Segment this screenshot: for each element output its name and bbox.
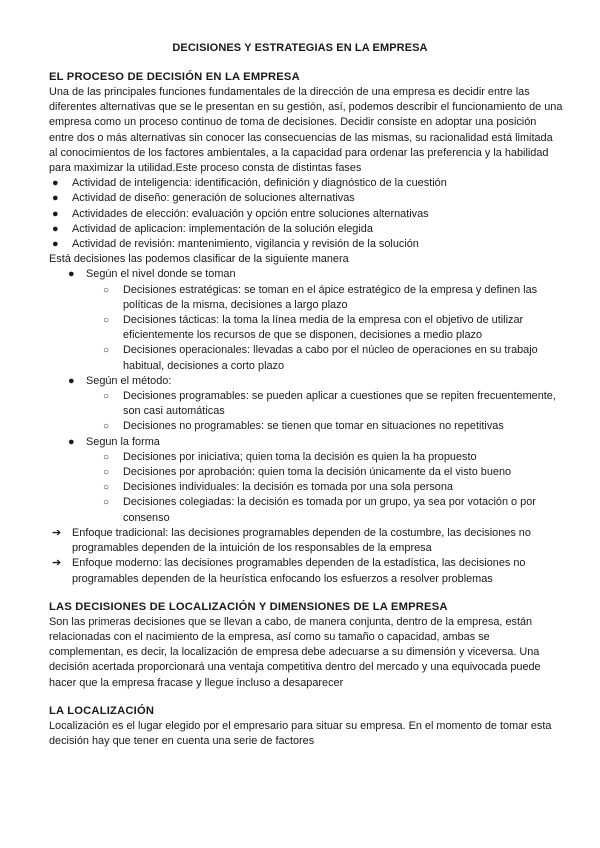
circle-bullet-icon: ○	[103, 451, 110, 463]
list-item-decision-type: ○ Decisiones tácticas: la toma la línea media de la empresa con el objetivo de utilizar eficientemente los recursos de que se disponen, decisiones a medio plazo	[103, 314, 524, 342]
classification-group-level: ● Según el nivel donde se toman	[49, 267, 563, 282]
paragraph-location: Localización es el lugar elegido por el empresario para situar su empresa. En el momento de tomar esta decisión hay que tener en cuenta una serie de factores	[49, 719, 552, 747]
bullet-icon: ●	[68, 374, 75, 387]
section-heading-location: LA LOCALIZACIÓN	[49, 704, 155, 717]
circle-bullet-icon: ○	[103, 284, 110, 296]
spacer	[49, 587, 563, 600]
circle-bullet-icon: ○	[103, 345, 110, 357]
list-item-phase: ● Actividad de inteligencia: identificación, definición y diagnóstico de la cuestión	[49, 176, 563, 191]
classification-group-method: ● Según el método:	[49, 374, 563, 389]
arrow-right-icon: ➔	[52, 526, 62, 539]
approaches-list	[49, 526, 563, 587]
list-item-phase: ● Actividades de elección: evaluación y opción entre soluciones alternativas	[49, 207, 563, 222]
document-content	[49, 70, 563, 749]
bullet-icon: ●	[52, 192, 59, 205]
list-item-decision-type: ○ Decisiones operacionales: llevadas a cabo por el núcleo de operaciones en su trabajo habitual, decisiones a corto plazo	[103, 344, 538, 372]
classification-list	[49, 267, 563, 525]
document-title: DECISIONES Y ESTRATEGIAS EN LA EMPRESA	[172, 42, 428, 54]
circle-bullet-icon: ○	[103, 467, 110, 479]
arrow-right-icon: ➔	[52, 557, 62, 570]
section-heading-location-dimension: LAS DECISIONES DE LOCALIZACIÓN Y DIMENSIONES DE LA EMPRESA	[49, 600, 448, 613]
circle-bullet-icon: ○	[103, 315, 110, 327]
bullet-icon: ●	[68, 268, 75, 281]
bullet-icon: ●	[68, 435, 75, 448]
bullet-icon: ●	[52, 177, 59, 190]
list-item-decision-type: ○ Decisiones por aprobación: quien toma la decisión únicamente da el visto bueno	[49, 465, 563, 480]
spacer	[49, 691, 563, 704]
list-item-decision-type: ○ Decisiones colegiadas: la decisión es tomada por un grupo, ya sea por votación o por consenso	[103, 496, 536, 524]
list-item-decision-type: ○ Decisiones programables: se pueden aplicar a cuestiones que se repiten frecuentemente, son casi automáticas	[103, 390, 556, 418]
list-item-phase: ● Actividad de aplicacion: implementación de la solución elegida	[49, 222, 563, 237]
bullet-icon: ●	[52, 238, 59, 251]
list-item-decision-type: ○ Decisiones individuales: la decisión es tomada por una sola persona	[49, 480, 563, 495]
bullet-icon: ●	[52, 207, 59, 220]
circle-bullet-icon: ○	[103, 421, 110, 433]
circle-bullet-icon: ○	[103, 482, 110, 494]
bullet-icon: ●	[52, 222, 59, 235]
list-item-phase: ● Actividad de revisión: mantenimiento, vigilancia y revisión de la solución	[49, 237, 563, 252]
list-item-approach: ➔ Enfoque moderno: las decisiones programables dependen de la estadística, las decisiones no programables dependen de la heurística enfocando los esfuerzos a resolver problemas	[52, 557, 526, 585]
list-item-decision-type: ○ Decisiones por iniciativa; quien toma la decisión es quien la ha propuesto	[49, 450, 563, 465]
list-item-approach: ➔ Enfoque tradicional: las decisiones programables dependen de la costumbre, las decisiones no programables dependen de la intuición de los responsables de la empresa	[52, 526, 531, 555]
list-item-decision-type: ○ Decisiones estratégicas: se toman en el ápice estratégico de la empresa y definen las políticas de la misma, decisiones a largo plazo	[103, 283, 538, 311]
list-item-decision-type: ○ Decisiones no programables: se tienen que tomar en situaciones no repetitivas	[49, 419, 563, 434]
list-item-phase: ● Actividad de diseño: generación de soluciones alternativas	[49, 191, 563, 206]
classification-group-form: ● Segun la forma	[49, 435, 563, 450]
circle-bullet-icon: ○	[103, 391, 110, 403]
phases-list	[49, 176, 563, 252]
section-heading-decision-process: EL PROCESO DE DECISIÓN EN LA EMPRESA	[49, 71, 300, 83]
paragraph-location-dimension: Son las primeras decisiones que se llevan a cabo, de manera conjunta, dentro de la empresa, están relacionadas con el nacimiento de la empresa, así como su tamaño o capacidad, ambas se complementan, es decir, la localización de empresa debe adecuarse a su dimensión y viceversa. Una decisión acertada proporcionará una ventaja competitiva dentro del mercado y una equivocada puede hacer que la empresa fracase y llegue incluso a desaparecer	[49, 615, 541, 689]
circle-bullet-icon: ○	[103, 497, 110, 509]
paragraph-decision-intro: Una de las principales funciones fundamentales de la dirección de una empresa es decidir entre las diferentes alternativas que se le presentan en su gestión, así, podemos describir el funcionamiento de una empresa como un proceso continuo de toma de decisiones. Decidir consiste en adoptar una posición entre dos o más alternativas sin conocer las consecuencias de las mismas, su racionalidad está limitada al conocimientos de los factores ambientales, a la capacidad para ordenar las preferencia y la habilidad para maximizar la utilidad.Este proceso consta de distintas fases	[49, 86, 563, 175]
paragraph-classification-intro: Está decisiones las podemos clasificar de la siguiente manera	[49, 253, 349, 266]
